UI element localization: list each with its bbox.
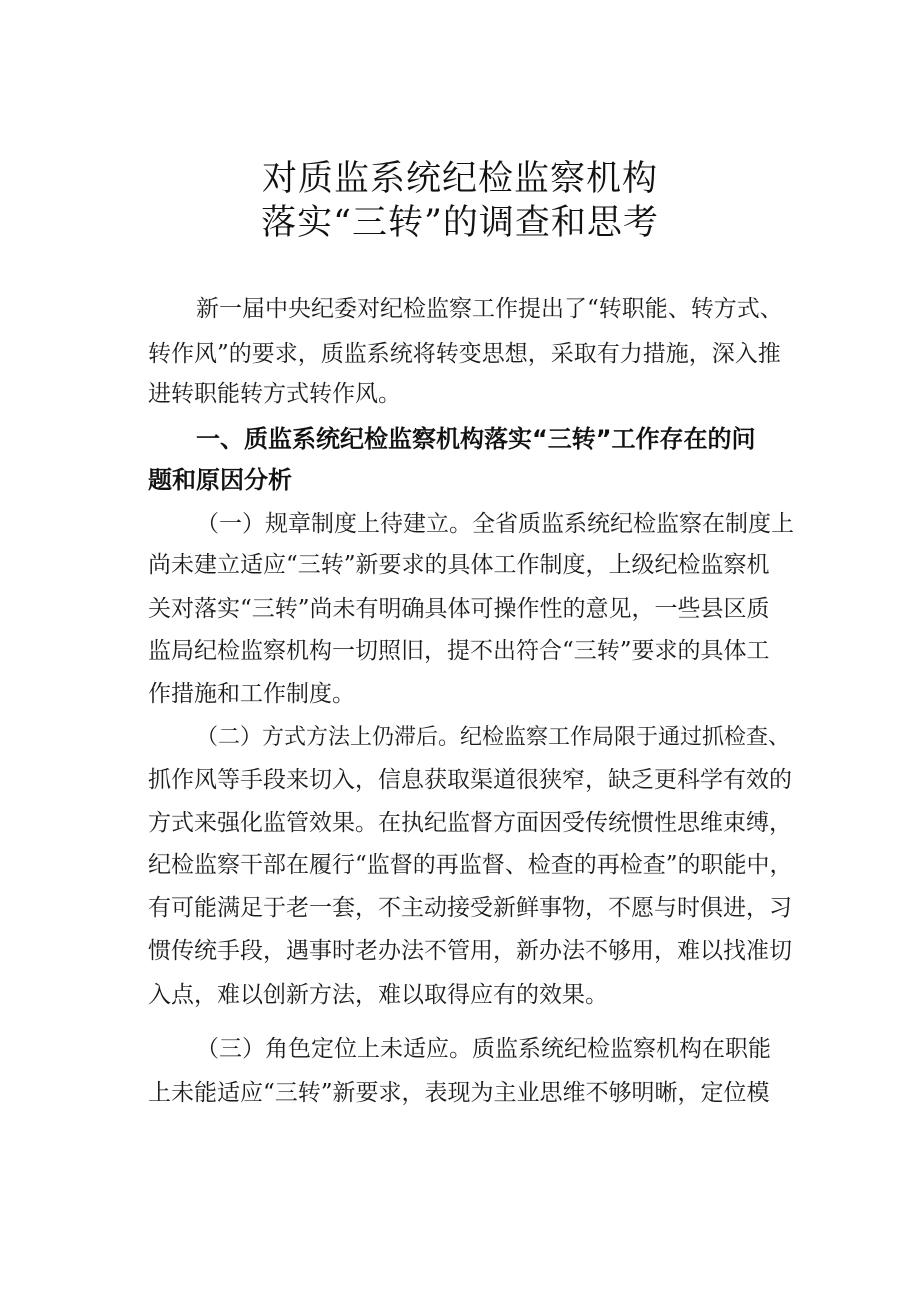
intro-line-3: 进转职能转方式转作风。 <box>148 381 401 407</box>
para1-line-4: 监局纪检监察机构一切照旧，提不出符合“三转”要求的具体工 <box>148 638 770 664</box>
para2-line-3: 方式来强化监管效果。在执纪监督方面因受传统惯性思维束缚， <box>148 810 792 836</box>
doc-title-line-2: 落实“三转”的调查和思考 <box>261 203 659 243</box>
para3-line-1: （三）角色定位上未适应。质监系统纪检监察机构在职能 <box>196 1036 771 1062</box>
section-heading-line-1: 一、质监系统纪检监察机构落实“三转”工作存在的问 <box>196 425 756 453</box>
para2-line-1: （二）方式方法上仍滞后。纪检监察工作局限于通过抓检查、 <box>196 725 791 750</box>
para3-line-2: 上未能适应“三转”新要求，表现为主业思维不够明晰，定位模 <box>148 1080 770 1106</box>
para2-line-4: 纪检监察干部在履行“监督的再监督、检查的再检查”的职能中， <box>148 852 793 878</box>
intro-line-2: 转作风”的要求，质监系统将转变思想，采取有力措施，深入推 <box>148 341 781 367</box>
para2-line-5: 有可能满足于老一套，不主动接受新鲜事物，不愿与时俱进，习 <box>148 895 792 921</box>
para1-line-3: 关对落实“三转”尚未有明确具体可操作性的意见，一些县区质 <box>148 596 770 622</box>
para2-line-7: 入点，难以创新方法，难以取得应有的效果。 <box>148 982 608 1008</box>
para2-line-6: 惯传统手段，遇事时老办法不管用，新办法不够用，难以找准切 <box>148 938 792 964</box>
para1-line-2: 尚未建立适应“三转”新要求的具体工作制度，上级纪检监察机 <box>148 552 770 578</box>
para2-line-2: 抓作风等手段来切入，信息获取渠道很狭窄，缺乏更科学有效的 <box>148 767 792 793</box>
para1-line-1: （一）规章制度上待建立。全省质监系统纪检监察在制度上 <box>196 511 794 537</box>
section-heading-line-2: 题和原因分析 <box>148 466 292 494</box>
para1-line-5: 作措施和工作制度。 <box>148 681 355 707</box>
intro-line-1: 新一届中央纪委对纪检监察工作提出了“转职能、转方式、 <box>196 296 783 322</box>
doc-title-line-1: 对质监系统纪检监察机构 <box>261 159 658 199</box>
